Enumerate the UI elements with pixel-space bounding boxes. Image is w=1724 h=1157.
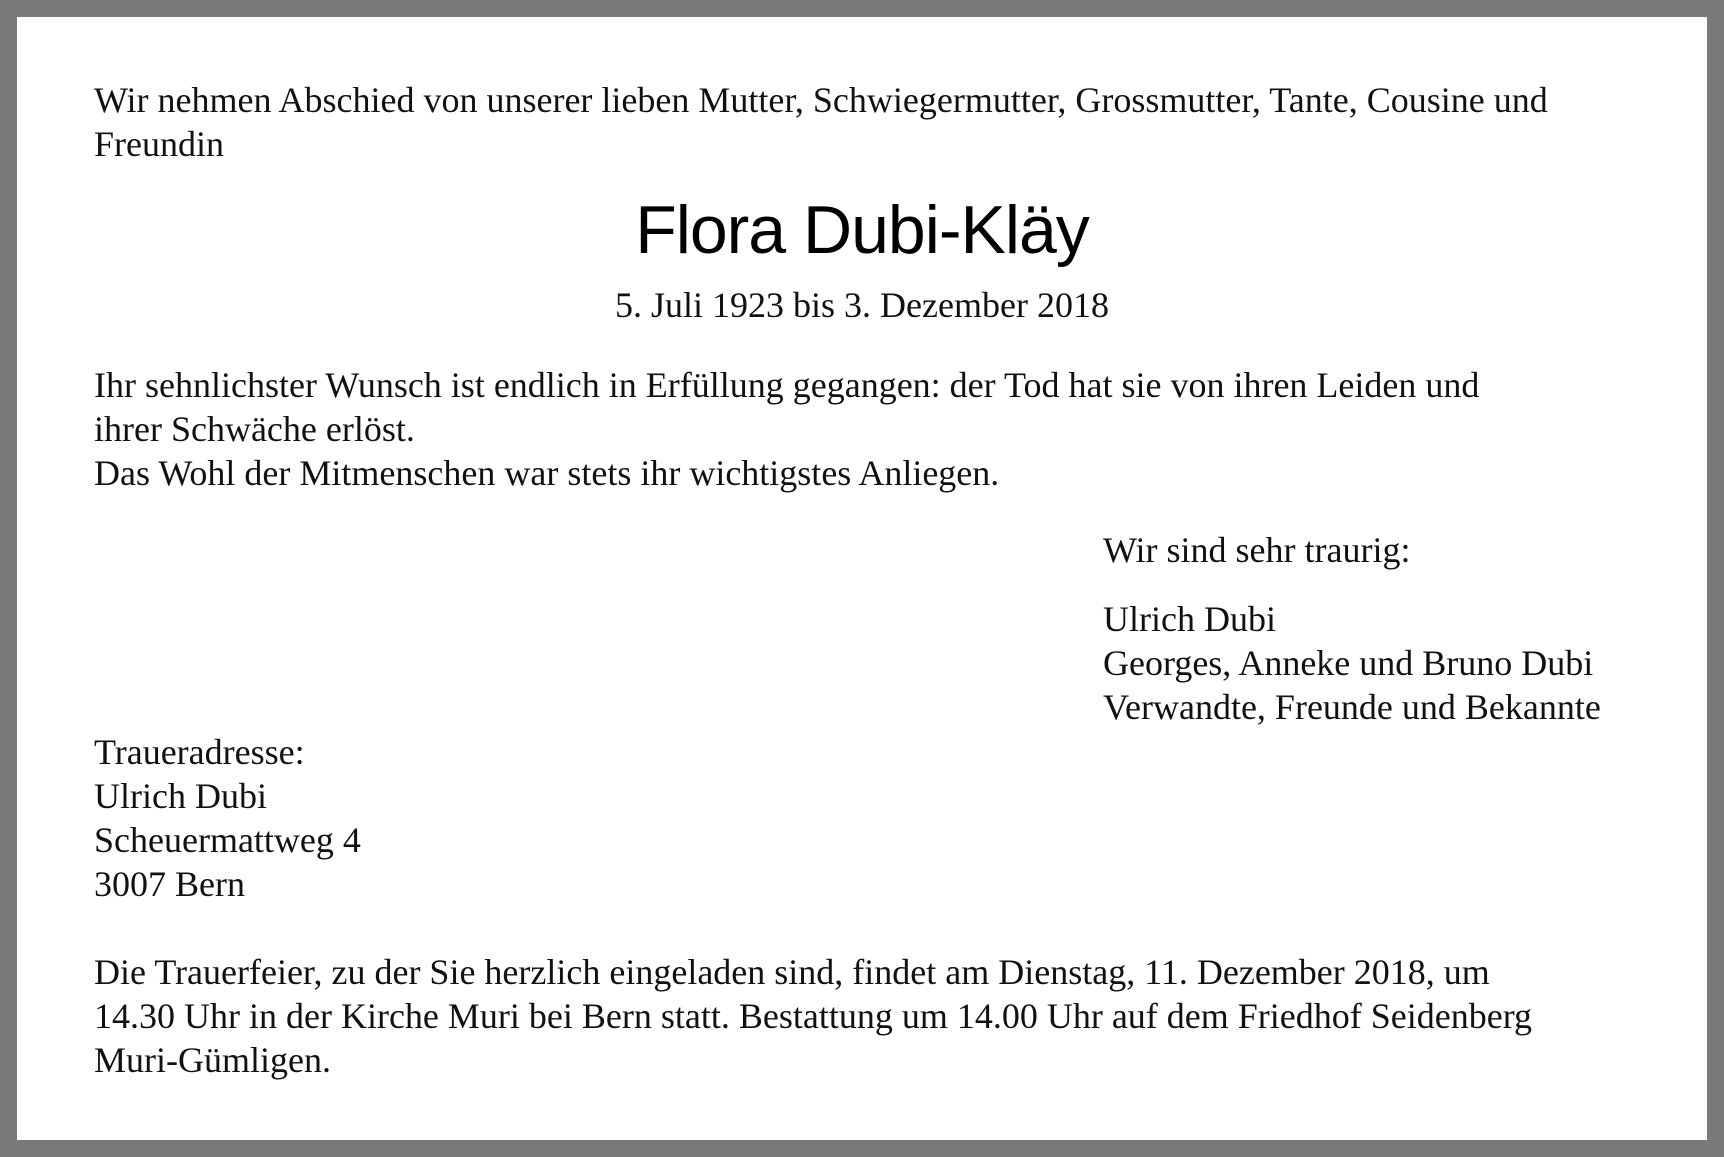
address-line: Scheuermattweg 4 (94, 820, 361, 860)
mourners-heading: Wir sind sehr traurig: (1103, 530, 1411, 570)
intro-line: Freundin (94, 124, 224, 164)
address-heading: Traueradresse: (94, 732, 305, 772)
life-dates: 5. Juli 1923 bis 3. Dezember 2018 (615, 285, 1109, 325)
mourner-name: Verwandte, Freunde und Bekannte (1103, 687, 1601, 727)
ceremony-line: Die Trauerfeier, zu der Sie herzlich eingeladen sind, findet am Dienstag, 11. Dezember 2018, um (94, 952, 1490, 992)
mourners-block (1103, 528, 1663, 729)
ceremony-line: 14.30 Uhr in der Kirche Muri bei Bern statt. Bestattung um 14.00 Uhr auf dem Friedhof Seidenberg (94, 996, 1533, 1036)
intro-text (94, 78, 1654, 166)
wish-line: Das Wohl der Mitmenschen war stets ihr wichtigstes Anliegen. (94, 453, 1000, 493)
address-line: Ulrich Dubi (94, 776, 267, 816)
wish-line: ihrer Schwäche erlöst. (94, 409, 415, 449)
mourner-name: Ulrich Dubi (1103, 599, 1276, 639)
deceased-name: Flora Dubi-Kläy (635, 192, 1089, 268)
wish-text (94, 363, 1654, 495)
ceremony-text (94, 950, 1654, 1082)
ceremony-line: Muri-Gümligen. (94, 1040, 331, 1080)
mourning-address (94, 730, 794, 906)
address-line: 3007 Bern (94, 864, 245, 904)
mourner-name: Georges, Anneke und Bruno Dubi (1103, 643, 1594, 683)
wish-line: Ihr sehnlichster Wunsch ist endlich in Erfüllung gegangen: der Tod hat sie von ihren Leiden und (94, 365, 1480, 405)
intro-line: Wir nehmen Abschied von unserer lieben Mutter, Schwiegermutter, Grossmutter, Tante, Cousine und (94, 80, 1548, 120)
